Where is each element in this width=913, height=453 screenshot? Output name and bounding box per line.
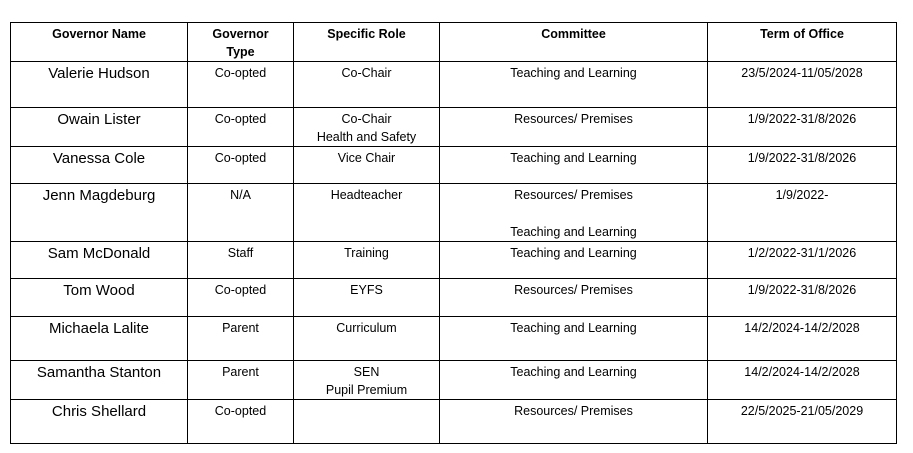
governor-name: Tom Wood: [11, 279, 188, 317]
role-line: Vice Chair: [337, 151, 396, 165]
committee-line: Resources/ Premises: [514, 188, 633, 202]
term-of-office: 1/9/2022-31/8/2026: [708, 279, 897, 317]
role-line: Co-Chair: [341, 66, 392, 80]
committee: [440, 400, 708, 444]
header-governor-type: [188, 23, 294, 62]
committee-line: Resources/ Premises: [514, 112, 633, 126]
role-line: Health and Safety: [316, 130, 417, 144]
governors-table: [10, 22, 897, 444]
term-of-office: 1/9/2022-31/8/2026: [708, 108, 897, 147]
governor-type: Co-opted: [188, 279, 294, 317]
role-line: Headteacher: [330, 188, 403, 202]
committee-line: Teaching and Learning: [510, 66, 637, 80]
specific-role: [294, 279, 440, 317]
role-line: SEN: [353, 365, 380, 379]
term-of-office: 1/2/2022-31/1/2026: [708, 242, 897, 279]
committee: [440, 108, 708, 147]
governor-name: Valerie Hudson: [11, 62, 188, 108]
committee-line: Teaching and Learning: [510, 365, 637, 379]
committee: [440, 279, 708, 317]
header-row: [11, 23, 897, 62]
role-line: Pupil Premium: [325, 383, 408, 397]
term-of-office: 22/5/2025-21/05/2029: [708, 400, 897, 444]
governor-name: Vanessa Cole: [11, 147, 188, 184]
header-governor-type-line2: Type: [226, 45, 255, 59]
committee: [440, 62, 708, 108]
role-line: Training: [344, 246, 389, 260]
table-row: [11, 147, 897, 184]
governor-type: Parent: [188, 317, 294, 361]
table-row: [11, 242, 897, 279]
specific-role: [294, 184, 440, 242]
governor-type: Co-opted: [188, 62, 294, 108]
committee: [440, 242, 708, 279]
table-row: [11, 279, 897, 317]
specific-role: [294, 108, 440, 147]
committee-line: Resources/ Premises: [514, 404, 633, 418]
committee-spacer: [444, 204, 703, 223]
header-committee: Committee: [440, 23, 708, 62]
committee: [440, 317, 708, 361]
term-of-office: 14/2/2024-14/2/2028: [708, 317, 897, 361]
committee: [440, 184, 708, 242]
specific-role: [294, 62, 440, 108]
governor-type: N/A: [188, 184, 294, 242]
governor-name: Michaela Lalite: [11, 317, 188, 361]
role-line: Curriculum: [336, 321, 397, 335]
committee-line: Teaching and Learning: [510, 225, 637, 239]
role-line: Co-Chair: [341, 112, 392, 126]
specific-role: [294, 242, 440, 279]
committee: [440, 147, 708, 184]
specific-role: [294, 361, 440, 400]
term-of-office: 1/9/2022-: [708, 184, 897, 242]
governor-type: Co-opted: [188, 147, 294, 184]
governor-type: Co-opted: [188, 400, 294, 444]
governor-name: Sam McDonald: [11, 242, 188, 279]
table-row: [11, 361, 897, 400]
committee-line: Teaching and Learning: [510, 246, 637, 260]
term-of-office: 1/9/2022-31/8/2026: [708, 147, 897, 184]
specific-role: [294, 317, 440, 361]
table-row: [11, 62, 897, 108]
role-line: EYFS: [350, 283, 383, 297]
header-specific-role: Specific Role: [294, 23, 440, 62]
specific-role: [294, 400, 440, 444]
term-of-office: 14/2/2024-14/2/2028: [708, 361, 897, 400]
specific-role: [294, 147, 440, 184]
committee-line: Teaching and Learning: [510, 321, 637, 335]
term-of-office: 23/5/2024-11/05/2028: [708, 62, 897, 108]
table-row: [11, 184, 897, 242]
table-row: [11, 317, 897, 361]
header-governor-name: Governor Name: [11, 23, 188, 62]
header-term-of-office: Term of Office: [708, 23, 897, 62]
committee-line: Teaching and Learning: [510, 151, 637, 165]
governor-name: Jenn Magdeburg: [11, 184, 188, 242]
table-row: [11, 400, 897, 444]
governors-table-wrapper: [10, 22, 897, 444]
governor-type: Staff: [188, 242, 294, 279]
governor-name: Owain Lister: [11, 108, 188, 147]
table-row: [11, 108, 897, 147]
governor-type: Co-opted: [188, 108, 294, 147]
governor-type: Parent: [188, 361, 294, 400]
committee-line: Resources/ Premises: [514, 283, 633, 297]
governor-name: Chris Shellard: [11, 400, 188, 444]
governor-name: Samantha Stanton: [11, 361, 188, 400]
committee: [440, 361, 708, 400]
header-governor-type-line1: Governor: [212, 27, 269, 41]
